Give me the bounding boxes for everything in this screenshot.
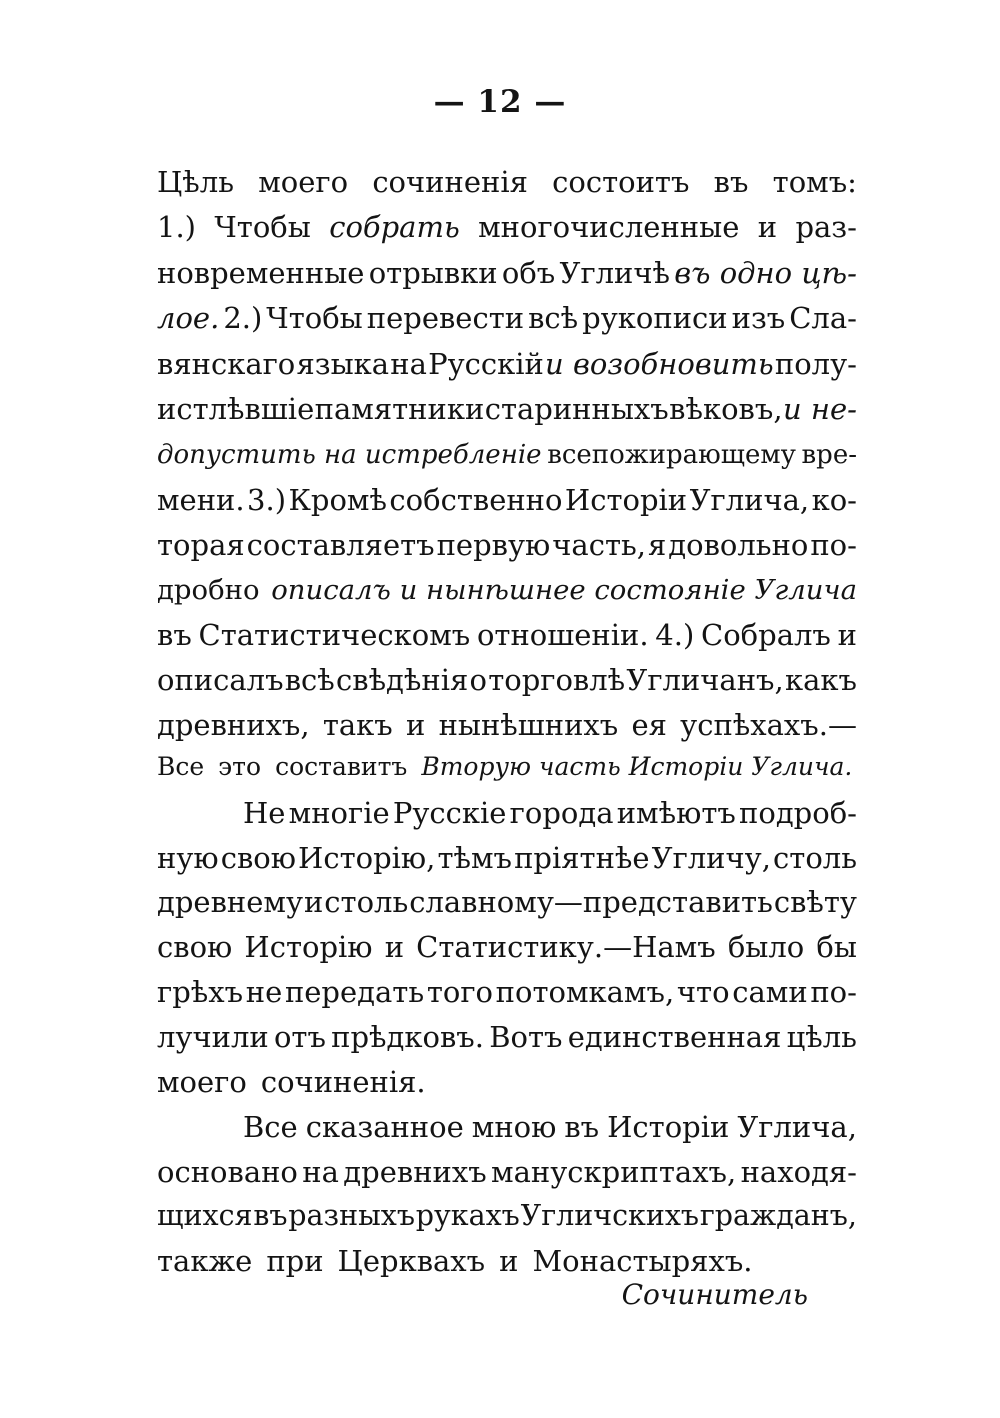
word: того	[426, 975, 493, 1009]
word: всѣ	[284, 663, 335, 697]
word: манускриптахъ,	[491, 1155, 737, 1189]
word: и	[757, 210, 778, 244]
word: по-	[810, 975, 857, 1009]
word: Угличанъ,	[626, 663, 784, 697]
italic-phrase: описалъ и нынѣшнее состояніе Углича	[271, 574, 857, 606]
text-line	[243, 1104, 857, 1150]
word: въ	[157, 618, 192, 652]
word: вре-	[801, 440, 857, 470]
word: торая	[157, 528, 245, 562]
word: отрывки	[368, 256, 498, 290]
word: памятники	[314, 392, 485, 426]
word: Сла-	[789, 301, 857, 335]
word: Монастыряхъ.	[532, 1244, 753, 1278]
word: находя-	[740, 1155, 857, 1189]
word: языка	[296, 347, 390, 381]
word: столь	[773, 841, 857, 875]
text-line	[157, 477, 857, 523]
word: не	[245, 975, 283, 1009]
word: вянскаго	[157, 347, 296, 381]
word: и	[405, 708, 426, 742]
italic-phrase: собрать	[329, 210, 460, 244]
word: подроб-	[739, 796, 857, 830]
word: единственная	[567, 1020, 782, 1054]
word: свѣдѣнія	[336, 663, 469, 697]
word: свѣту	[773, 885, 857, 919]
word: раз-	[795, 210, 857, 244]
text-line	[157, 1059, 857, 1105]
word: часть,	[552, 528, 647, 562]
text-line	[157, 744, 857, 790]
word: на	[302, 1155, 339, 1189]
author-signature: Сочинитель	[621, 1278, 808, 1311]
word: полу-	[774, 347, 857, 381]
word: вѣковъ,	[669, 392, 783, 426]
word: Не	[243, 796, 286, 830]
word: состоитъ	[552, 165, 690, 199]
word: потомкамъ,	[495, 975, 675, 1009]
word: истлѣвшіе	[157, 392, 315, 426]
word: перевести	[366, 301, 525, 335]
word: Статистическомъ	[198, 618, 471, 652]
text-line	[157, 567, 857, 613]
word: рукописи	[582, 301, 728, 335]
word: Собралъ	[701, 618, 831, 652]
word: Чтобы	[266, 301, 363, 335]
word: также	[157, 1244, 253, 1278]
text-line	[157, 159, 857, 205]
text-line	[157, 1014, 857, 1060]
text-line	[157, 969, 857, 1015]
word: мени.	[157, 483, 245, 517]
word: древнему	[157, 885, 304, 919]
word: щихся	[157, 1199, 253, 1232]
word: составляетъ	[246, 528, 435, 562]
word: свою	[157, 930, 233, 964]
word: дробно	[157, 574, 260, 606]
word: славному—представить	[409, 885, 773, 919]
word: свою	[220, 841, 296, 875]
italic-phrase: и не-	[782, 392, 857, 426]
word: Угличѣ	[559, 256, 671, 290]
word: это	[218, 752, 262, 781]
word: Статистику.—Намъ	[416, 930, 716, 964]
word: томъ:	[772, 165, 857, 199]
word: и	[384, 930, 405, 964]
word: города	[509, 796, 614, 830]
word: ея	[631, 708, 667, 742]
word: Исторію,	[298, 841, 436, 875]
italic-phrase: въ одно цѣ-	[674, 256, 857, 290]
word: Угличу,	[651, 841, 771, 875]
text-line	[157, 657, 857, 703]
word: Все	[243, 1110, 298, 1144]
text-line	[157, 432, 857, 478]
word: описалъ	[157, 663, 284, 697]
word: древнихъ,	[157, 708, 310, 742]
word: на	[390, 347, 427, 381]
word: Все	[157, 752, 205, 781]
text-line	[157, 702, 857, 748]
word: отъ	[273, 1020, 326, 1054]
text-line	[157, 386, 857, 432]
word: грѣхъ	[157, 975, 244, 1009]
word: что	[676, 975, 730, 1009]
word: Исторіи	[607, 1110, 730, 1144]
italic-phrase: и возобновить	[545, 347, 774, 381]
word: первую	[436, 528, 551, 562]
word: древнихъ	[343, 1155, 487, 1189]
word: Русскіе	[392, 796, 507, 830]
text-line	[157, 1149, 857, 1195]
text-line	[157, 341, 857, 387]
word: при	[266, 1244, 324, 1278]
word: составитъ	[275, 752, 408, 781]
word: лучили	[157, 1020, 269, 1054]
word: тѣмъ	[437, 841, 512, 875]
word: 3.)	[247, 483, 287, 517]
word: Углича,	[737, 1110, 857, 1144]
word: такъ	[322, 708, 393, 742]
word: моего	[258, 165, 349, 199]
italic-phrase: лое.	[157, 301, 220, 335]
word: бы	[816, 930, 857, 964]
word: Исторіи	[564, 483, 688, 517]
word: 4.)	[655, 618, 695, 652]
word: моего	[157, 1065, 247, 1099]
italic-phrase: допустить на истребленіе	[157, 440, 542, 470]
word: Русскій	[428, 347, 544, 381]
word: передать	[284, 975, 425, 1009]
text-line	[157, 204, 857, 250]
italic-phrase: Вторую часть Исторіи Углича.	[421, 752, 853, 781]
word: собственно	[389, 483, 563, 517]
word: какъ	[784, 663, 857, 697]
word: въ	[713, 165, 749, 199]
word: я	[647, 528, 667, 562]
word: всепожирающему	[547, 440, 796, 470]
word: Церквахъ	[337, 1244, 486, 1278]
text-line	[157, 835, 857, 881]
word: гражданъ,	[699, 1199, 857, 1232]
text-line	[157, 250, 857, 296]
text-line	[243, 790, 857, 836]
word: въ	[253, 1199, 288, 1232]
word: имѣютъ	[616, 796, 736, 830]
word: сочиненія.	[260, 1065, 426, 1099]
word: мною	[471, 1110, 557, 1144]
word: по-	[810, 528, 857, 562]
word: Цѣль	[157, 165, 234, 199]
word: ную	[157, 841, 219, 875]
word: Чтобы	[214, 210, 311, 244]
word: и	[303, 885, 324, 919]
text-line	[157, 522, 857, 568]
word: довольно	[668, 528, 809, 562]
page-number: — 12 —	[433, 84, 567, 120]
word: Углича,	[689, 483, 810, 517]
text-line	[157, 924, 857, 970]
word: отношеніи.	[476, 618, 649, 652]
word: объ	[501, 256, 556, 290]
word: и	[499, 1244, 519, 1278]
word: старинныхъ	[484, 392, 669, 426]
word: успѣхахъ.—	[680, 708, 857, 742]
word: сами	[732, 975, 808, 1009]
word: торговлѣ	[488, 663, 626, 697]
word: рукахъ	[415, 1199, 520, 1232]
word: въ	[564, 1110, 600, 1144]
word: Кромѣ	[288, 483, 387, 517]
word: разныхъ	[288, 1199, 415, 1232]
text-line	[157, 612, 857, 658]
word: нынѣшнихъ	[438, 708, 619, 742]
text-line	[157, 879, 857, 925]
word: сочиненія	[372, 165, 528, 199]
word: цѣль	[786, 1020, 857, 1054]
word: прѣдковъ.	[331, 1020, 484, 1054]
word: столь	[324, 885, 409, 919]
word: новременные	[157, 256, 365, 290]
word: изъ	[731, 301, 786, 335]
text-line	[157, 295, 857, 341]
word: ко-	[811, 483, 857, 517]
word: Угличскихъ	[520, 1199, 700, 1232]
word: многочисленные	[478, 210, 740, 244]
word: многіе	[288, 796, 390, 830]
word: 1.)	[157, 210, 196, 244]
word: о	[469, 663, 487, 697]
word: было	[727, 930, 805, 964]
text-line	[157, 1193, 857, 1239]
word: основано	[157, 1155, 298, 1189]
word: пріятнѣе	[514, 841, 650, 875]
word: и	[837, 618, 857, 652]
word: Исторію	[244, 930, 373, 964]
word: 2.)	[223, 301, 263, 335]
word: Вотъ	[489, 1020, 563, 1054]
word: всѣ	[528, 301, 579, 335]
word: сказанное	[305, 1110, 464, 1144]
